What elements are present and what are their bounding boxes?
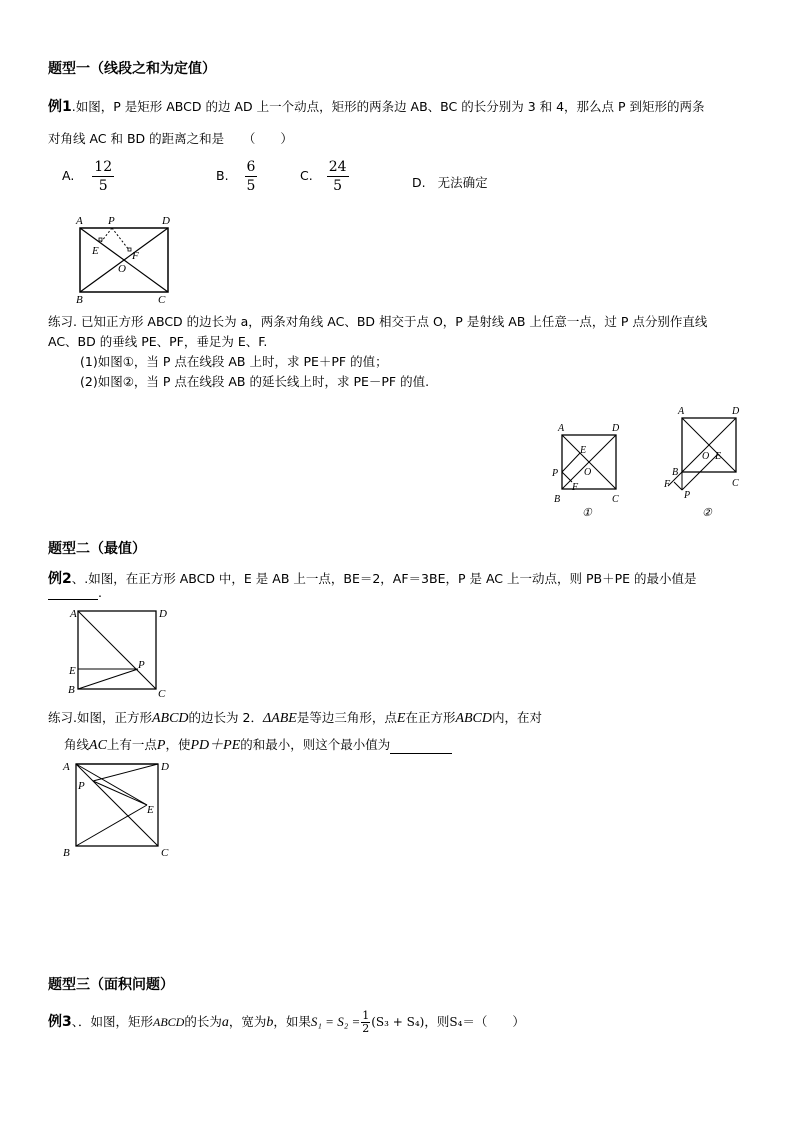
segment-pe	[93, 781, 147, 805]
example-text: 、.如图，在正方形 ABCD 中，E 是 AB 上一点，BE＝2，AF＝3BE，P 是 AC 上一动点，则 PB＋PE 的最小值是	[71, 571, 697, 586]
answer-blank	[48, 585, 98, 600]
fraction-denominator: 5	[333, 178, 343, 194]
label-p: P	[78, 780, 85, 792]
section-title-2: 题型二（最值）	[48, 541, 146, 557]
option-d	[412, 173, 488, 191]
practice-2-line1	[48, 708, 542, 727]
fraction-numerator: 12	[94, 159, 113, 175]
text: 内，在对	[492, 710, 543, 725]
option-d-text: 无法确定	[437, 175, 488, 190]
option-c-label: C.	[300, 168, 313, 183]
example-1-line2: 对角线 AC 和 BD 的距离之和是 （ ）	[48, 131, 293, 146]
example-number: 2	[62, 571, 72, 587]
option-a-label: A.	[62, 168, 75, 183]
text: 上有一点	[106, 737, 157, 752]
label-f: F	[132, 250, 139, 262]
segment-be	[76, 805, 147, 846]
fraction-numerator: 1	[362, 1009, 370, 1022]
label-c: C	[732, 478, 739, 489]
figure-caption-1: ①	[582, 507, 592, 519]
practice-1-question-2: (2)如图②，当 P 点在线段 AB 的延长线上时，求 PE－PF 的值.	[80, 374, 430, 389]
example-1-line1	[48, 96, 705, 116]
label-e: E	[69, 665, 76, 677]
label-o: O	[584, 467, 592, 478]
label-c: C	[158, 294, 166, 306]
label-e: E	[92, 245, 99, 257]
math-abcd: ABCD	[455, 711, 493, 726]
figure-caption-2: ②	[702, 507, 712, 519]
answer-blank	[390, 739, 452, 754]
example-label: 例	[48, 1014, 62, 1030]
math-a: a	[221, 1015, 229, 1030]
label-p: P	[552, 468, 559, 479]
option-c	[300, 158, 349, 195]
label-b: B	[554, 494, 561, 505]
segment-pf	[112, 228, 129, 250]
math-pd-plus-pe: PD＋PE	[190, 738, 241, 753]
text: 练习.如图，正方形	[48, 710, 152, 725]
text: ，宽为	[228, 1014, 267, 1029]
segment-dp	[93, 764, 158, 781]
practice-1-line2: AC、BD 的垂线 PE、PF，垂足为 E、F.	[48, 334, 268, 349]
text: ＝（ ）	[462, 1014, 525, 1029]
segment-pf	[674, 482, 682, 490]
segment-pe	[101, 228, 112, 242]
label-c: C	[612, 494, 619, 505]
label-d: D	[162, 215, 170, 227]
segment-bp	[78, 669, 138, 689]
text: ，则	[424, 1014, 450, 1029]
option-b-label: B.	[216, 168, 229, 183]
text: 的长为	[184, 1014, 222, 1029]
diagonal-ac	[76, 764, 158, 846]
math-triangle-abe: ΔABE	[262, 711, 297, 726]
math-s4: S₄	[449, 1015, 463, 1029]
text: 角线	[64, 737, 90, 752]
label-e: E	[580, 445, 587, 456]
figure-square-min-path	[60, 603, 175, 699]
label-p: P	[138, 659, 145, 671]
label-b: B	[68, 684, 75, 696]
label-c: C	[161, 847, 169, 859]
fraction-denominator: 2	[362, 1022, 370, 1035]
text: 在正方形	[405, 710, 456, 725]
math-abcd: ABCD	[151, 711, 189, 726]
label-f: F	[664, 479, 671, 490]
example-number: 3	[62, 1014, 72, 1030]
label-e: E	[147, 804, 154, 816]
label-a: A	[63, 761, 70, 773]
label-c: C	[158, 688, 166, 699]
example-2-answer-line	[48, 585, 102, 600]
option-a	[62, 158, 114, 195]
section-title-3: 题型三（面积问题）	[48, 977, 174, 993]
option-c-fraction	[327, 158, 349, 195]
option-d-label: D.	[412, 175, 426, 190]
label-b: B	[63, 847, 70, 859]
example-label: 例	[48, 99, 62, 115]
example-2-line1	[48, 568, 696, 588]
label-b: B	[76, 294, 83, 306]
option-a-fraction	[92, 158, 114, 195]
text: ，如果	[273, 1014, 311, 1029]
text: 的和最小，则这个最小值为	[240, 737, 391, 752]
figure-square-case-2	[660, 404, 750, 520]
math-e: E	[396, 711, 406, 726]
label-p: P	[108, 215, 115, 227]
fraction-numerator: 24	[328, 159, 347, 175]
label-d: D	[612, 423, 620, 434]
math-b: b	[266, 1015, 274, 1030]
text: 、．如图，矩形	[71, 1014, 154, 1029]
label-b: B	[672, 467, 679, 478]
label-p: P	[684, 490, 691, 501]
example-3-line	[48, 1010, 525, 1035]
math-s1-s2: S₁ = S₂ =	[310, 1014, 361, 1029]
diagonal-ac	[78, 611, 156, 689]
fraction-numerator: 6	[246, 159, 256, 175]
segment-pe	[562, 453, 580, 472]
label-e: E	[715, 451, 722, 462]
segment-pf	[562, 472, 572, 482]
math-half	[361, 1010, 370, 1035]
label-o: O	[118, 263, 126, 275]
label-a: A	[678, 406, 685, 417]
figure-square-case-1	[546, 420, 630, 520]
practice-1-line1: 练习. 已知正方形 ABCD 的边长为 a，两条对角线 AC、BD 相交于点 O，P 是射线 AB 上任意一点，过 P 点分别作直线	[48, 314, 708, 329]
math-p: P	[156, 738, 166, 753]
text: 是等边三角形，点	[296, 710, 397, 725]
label-a: A	[76, 215, 83, 227]
section-title-1: 题型一（线段之和为定值）	[48, 61, 216, 77]
right-angle-f	[128, 248, 131, 251]
label-d: D	[161, 761, 169, 773]
text: ，使	[165, 737, 191, 752]
fraction-denominator: 5	[98, 178, 108, 194]
example-label: 例	[48, 571, 62, 587]
period: .	[98, 585, 102, 600]
practice-2-line2	[64, 734, 452, 754]
label-a: A	[558, 423, 565, 434]
label-a: A	[70, 608, 77, 620]
math-abcd: ABCD	[153, 1015, 185, 1029]
label-f: F	[572, 482, 579, 493]
option-b-fraction	[245, 158, 258, 195]
example-text: .如图，P 是矩形 ABCD 的边 AD 上一个动点，矩形的两条边 AB、BC 的长分别为 3 和 4，那么点 P 到矩形的两条	[71, 99, 705, 114]
math-s3-s4: (S₃ + S₄)	[371, 1015, 425, 1029]
fraction-denominator: 5	[246, 178, 256, 194]
label-d: D	[732, 406, 740, 417]
example-number: 1	[62, 99, 72, 115]
math-ac: AC	[89, 738, 107, 753]
option-b	[216, 158, 257, 195]
label-d: D	[159, 608, 167, 620]
figure-rectangle-abcd	[70, 210, 180, 306]
text: 的边长为 2．	[188, 710, 263, 725]
figure-square-equilateral	[58, 756, 176, 860]
label-o: O	[702, 451, 710, 462]
practice-1-question-1: (1)如图①，当 P 点在线段 AB 上时，求 PE＋PF 的值；	[80, 354, 388, 369]
